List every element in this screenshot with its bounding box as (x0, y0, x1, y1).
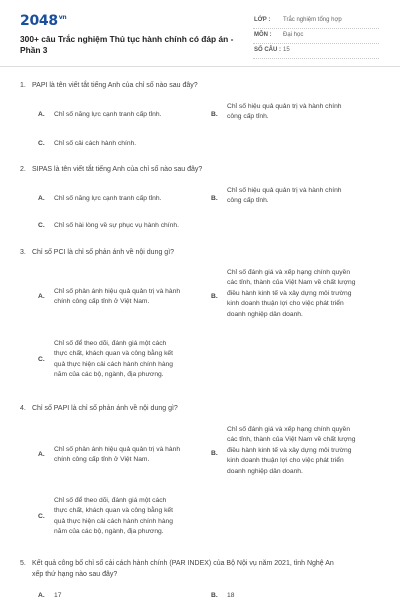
site-logo[interactable] (20, 13, 66, 29)
option-letter: C. (38, 513, 45, 520)
option-text: 17 (54, 592, 62, 599)
question-number: 5. (20, 560, 26, 567)
question-3 (20, 247, 174, 258)
document-title (20, 34, 245, 55)
option-letter: A. (38, 195, 45, 202)
option-letter: B. (211, 111, 218, 118)
option-letter: B. (211, 195, 218, 202)
option-line: Chỉ số hiệu quả quản trị và hành chính (227, 187, 342, 194)
option-letter: A. (38, 111, 45, 118)
option-line: Chỉ số hiệu quả quản trị và hành chính (227, 103, 342, 110)
option-text (54, 287, 180, 308)
option-text (54, 339, 173, 381)
option-text (227, 102, 342, 123)
option-line: điều hành kinh tế và xây dựng môi trường (227, 446, 352, 454)
option-letter: B. (211, 293, 218, 300)
option-letter: C. (38, 222, 45, 229)
question-text: Chỉ số PCI là chỉ số phản ánh về nội dung gì? (32, 249, 175, 256)
question-text: PAPI là tên viết tắt tiếng Anh của chỉ số nào sau đây? (32, 82, 198, 89)
option-line: kinh doanh thuận lợi cho việc phát triển (227, 300, 344, 308)
option-line: quả thực hiện cải cách hành chính hàng (54, 360, 173, 368)
question-1 (20, 80, 198, 91)
option-line: chính công cấp tỉnh ở Việt Nam. (54, 456, 150, 464)
meta-count-row (253, 44, 379, 59)
title-line: Phần 3 (20, 44, 48, 55)
question-2 (20, 164, 202, 175)
option-text (54, 445, 180, 466)
option-text: Chỉ số năng lực cạnh tranh cấp tỉnh. (54, 111, 162, 118)
option-line: Chỉ số để theo dõi, đánh giá một cách (54, 497, 167, 504)
option-text (227, 186, 342, 207)
option-line: thực chất, khách quan và công bằng kết (54, 507, 173, 515)
title-line: 300+ câu Trắc nghiệm Thủ tục hành chính có đáp án - (20, 34, 234, 44)
option-letter: A. (38, 293, 45, 300)
meta-key: SỐ CÂU : (254, 47, 281, 53)
option-line: chính công cấp tỉnh ở Việt Nam. (54, 298, 150, 306)
option-line: Chỉ số để theo dõi, đánh giá một cách (54, 340, 167, 347)
question-number: 2. (20, 166, 26, 173)
question-text: Chỉ số PAPI là chỉ số phản ánh về nội dung gì? (32, 405, 178, 412)
option-line: doanh nghiệp dân doanh. (227, 467, 303, 475)
option-text: Chỉ số cải cách hành chính. (54, 140, 137, 147)
question-line: Kết quả công bố chỉ số cải cách hành chính (PAR INDEX) của Bộ Nội vụ năm 2021, tỉnh Nghệ An (32, 560, 334, 567)
question-number: 4. (20, 405, 26, 412)
option-line: các tỉnh, thành của Việt Nam về chất lượng (227, 279, 356, 287)
question-number: 1. (20, 82, 26, 89)
question-text: SIPAS là tên viết tắt tiếng Anh của chỉ số nào sau đây? (32, 166, 203, 173)
option-line: công cấp tỉnh. (227, 197, 269, 205)
meta-subject-row (253, 29, 379, 44)
option-text: Chỉ số hài lòng về sự phục vụ hành chính. (54, 222, 179, 229)
question-4 (20, 403, 178, 414)
option-text: 18 (227, 592, 235, 599)
option-line: Chỉ số đánh giá và xếp hạng chính quyền (227, 269, 351, 276)
logo-text: 2048 (20, 13, 58, 29)
option-text (54, 496, 173, 538)
meta-key: MÔN : (254, 32, 272, 38)
header-divider (0, 66, 400, 67)
meta-class-row (253, 14, 379, 29)
logo-suffix: vn (58, 14, 67, 22)
document-header (0, 0, 400, 66)
option-line: năm của các bộ, ngành, địa phương. (54, 528, 164, 536)
option-text (227, 425, 355, 477)
option-line: thực chất, khách quan và công bằng kết (54, 350, 173, 358)
option-line: năm của các bộ, ngành, địa phương. (54, 371, 164, 379)
option-line: các tỉnh, thành của Việt Nam về chất lượng (227, 436, 356, 444)
option-letter: C. (38, 356, 45, 363)
option-text: Chỉ số năng lực cạnh tranh cấp tỉnh. (54, 195, 162, 202)
option-line: quả thực hiện cải cách hành chính hàng (54, 517, 173, 525)
option-line: kinh doanh thuận lợi cho việc phát triển (227, 457, 344, 465)
option-line: điều hành kinh tế và xây dựng môi trường (227, 289, 352, 297)
question-5 (20, 558, 385, 580)
option-line: Chỉ số phản ánh hiệu quả quản trị và hành (54, 288, 181, 295)
option-line: Chỉ số phản ánh hiệu quả quản trị và hành (54, 446, 181, 453)
option-letter: B. (211, 450, 218, 457)
meta-value: Đại học (283, 32, 304, 38)
option-line: Chỉ số đánh giá và xếp hạng chính quyền (227, 426, 351, 433)
meta-value: 15 (283, 47, 290, 53)
question-number: 3. (20, 249, 26, 256)
meta-key: LỚP : (254, 17, 271, 23)
option-text (227, 268, 355, 320)
option-line: doanh nghiệp dân doanh. (227, 310, 303, 318)
option-letter: C. (38, 140, 45, 147)
option-letter: A. (38, 592, 45, 599)
option-line: công cấp tỉnh. (227, 113, 269, 121)
option-letter: A. (38, 451, 45, 458)
question-line: xếp thứ hạng nào sau đây? (32, 571, 118, 578)
option-letter: B. (211, 592, 218, 599)
meta-value: Trắc nghiệm tổng hợp (283, 17, 342, 23)
question-text (32, 558, 385, 580)
